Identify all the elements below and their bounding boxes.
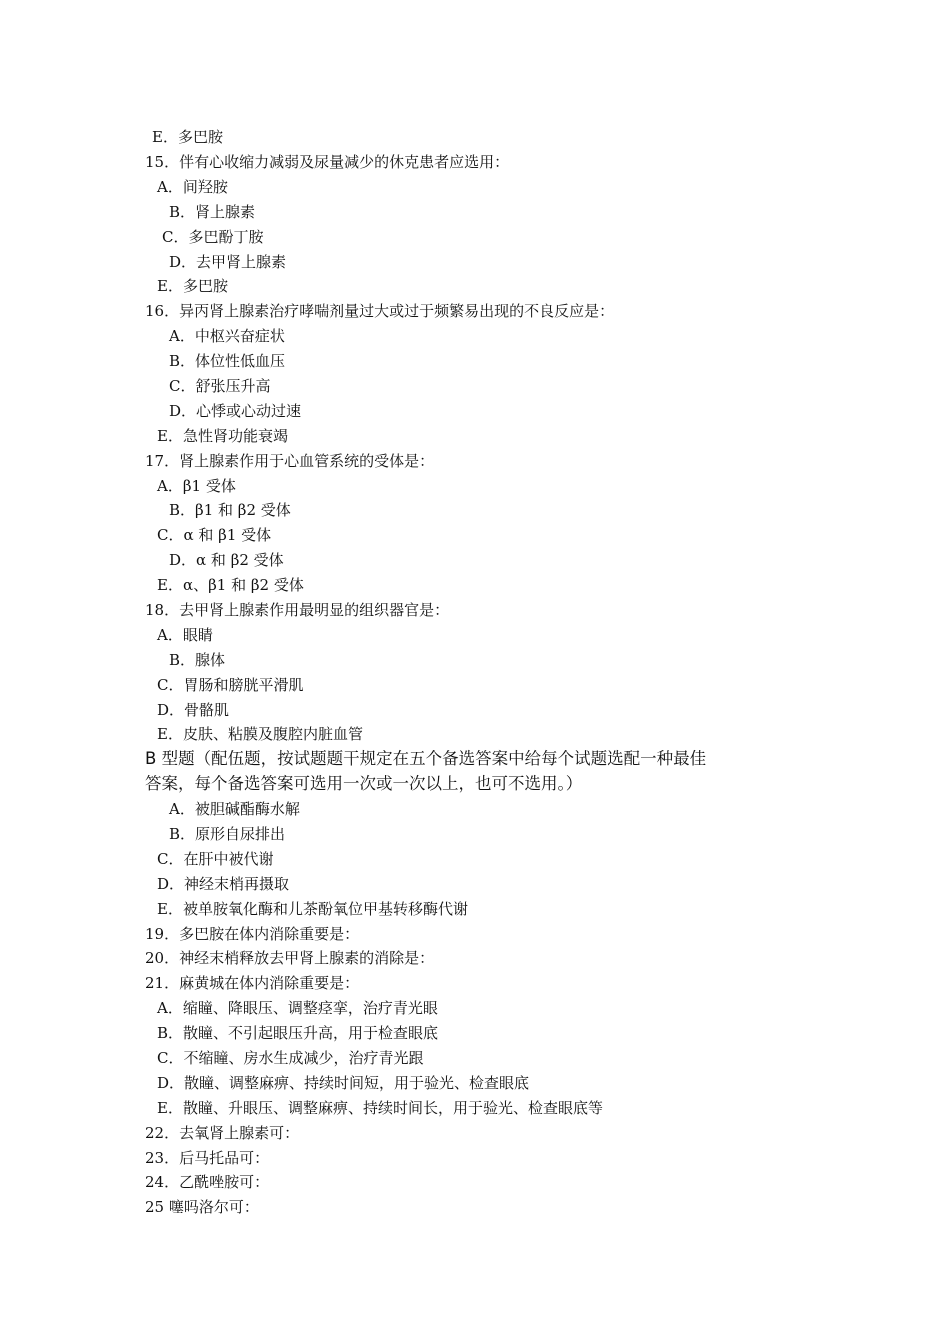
question-line: 22．去氧肾上腺素可： — [145, 1124, 300, 1142]
option-line: E．急性肾功能衰竭 — [157, 427, 288, 445]
question-line: 25 噻吗洛尔可： — [145, 1198, 259, 1216]
option-line: C．多巴酚丁胺 — [162, 228, 264, 246]
option-line: E．被单胺氧化酶和儿茶酚氧位甲基转移酶代谢 — [157, 900, 468, 918]
question-line: 15．伴有心收缩力减弱及尿量减少的休克患者应选用： — [145, 153, 510, 171]
option-line: E．散瞳、升眼压、调整麻痹、持续时间长，用于验光、检查眼底等 — [157, 1099, 603, 1117]
option-line: D．骨骼肌 — [157, 701, 230, 719]
question-line: 17．肾上腺素作用于心血管系统的受体是： — [145, 452, 435, 470]
option-line: E．皮肤、粘膜及腹腔内脏血管 — [157, 725, 363, 743]
option-line: B．腺体 — [169, 651, 226, 669]
option-line: A．眼睛 — [157, 626, 213, 644]
option-line: E．α、β1 和 β2 受体 — [157, 576, 304, 594]
option-line: D．α 和 β2 受体 — [169, 551, 284, 569]
option-line: E．多巴胺 — [152, 128, 223, 146]
option-line: D．散瞳、调整麻痹、持续时间短，用于验光、检查眼底 — [157, 1074, 530, 1092]
question-line: 24．乙酰唑胺可： — [145, 1173, 270, 1191]
section-heading-line-2: 答案，每个备选答案可选用一次或一次以上，也可不选用。） — [145, 774, 583, 793]
option-line: A．β1 受体 — [157, 477, 236, 495]
option-line: D．神经末梢再摄取 — [157, 875, 290, 893]
option-line: A．被胆碱酯酶水解 — [169, 800, 300, 818]
option-line: B．体位性低血压 — [169, 352, 286, 370]
option-line: C．舒张压升高 — [169, 377, 271, 395]
question-line: 21．麻黄城在体内消除重要是： — [145, 974, 360, 992]
question-line: 20．神经末梢释放去甲肾上腺素的消除是： — [145, 949, 435, 967]
option-line: C．α 和 β1 受体 — [157, 526, 272, 544]
option-line: C．不缩瞳、房水生成减少，治疗青光跟 — [157, 1049, 424, 1067]
option-line: D．去甲肾上腺素 — [169, 253, 287, 271]
question-line: 23．后马托品可： — [145, 1149, 270, 1167]
option-line: B．散瞳、不引起眼压升高，用于检查眼底 — [157, 1024, 439, 1042]
option-line: A．中枢兴奋症状 — [169, 327, 285, 345]
option-line: C．胃肠和膀胱平滑肌 — [157, 676, 304, 694]
option-line: D．心悸或心动过速 — [169, 402, 302, 420]
question-line: 19．多巴胺在体内消除重要是： — [145, 925, 360, 943]
question-line: 16．异丙肾上腺素治疗哮喘剂量过大或过于频繁易出现的不良反应是： — [145, 302, 615, 320]
option-line: A．间羟胺 — [157, 178, 228, 196]
option-line: B．原形自尿排出 — [169, 825, 286, 843]
option-line: B．肾上腺素 — [169, 203, 256, 221]
question-line: 18．去甲肾上腺素作用最明显的组织器官是： — [145, 601, 450, 619]
option-line: B．β1 和 β2 受体 — [169, 501, 291, 519]
option-line: C．在肝中被代谢 — [157, 850, 274, 868]
section-heading-line-1: B 型题（配伍题，按试题题干规定在五个备选答案中给每个试题选配一种最佳 — [145, 749, 707, 768]
option-line: E．多巴胺 — [157, 277, 228, 295]
option-line: A．缩瞳、降眼压、调整痉挛，治疗青光眼 — [157, 999, 438, 1017]
